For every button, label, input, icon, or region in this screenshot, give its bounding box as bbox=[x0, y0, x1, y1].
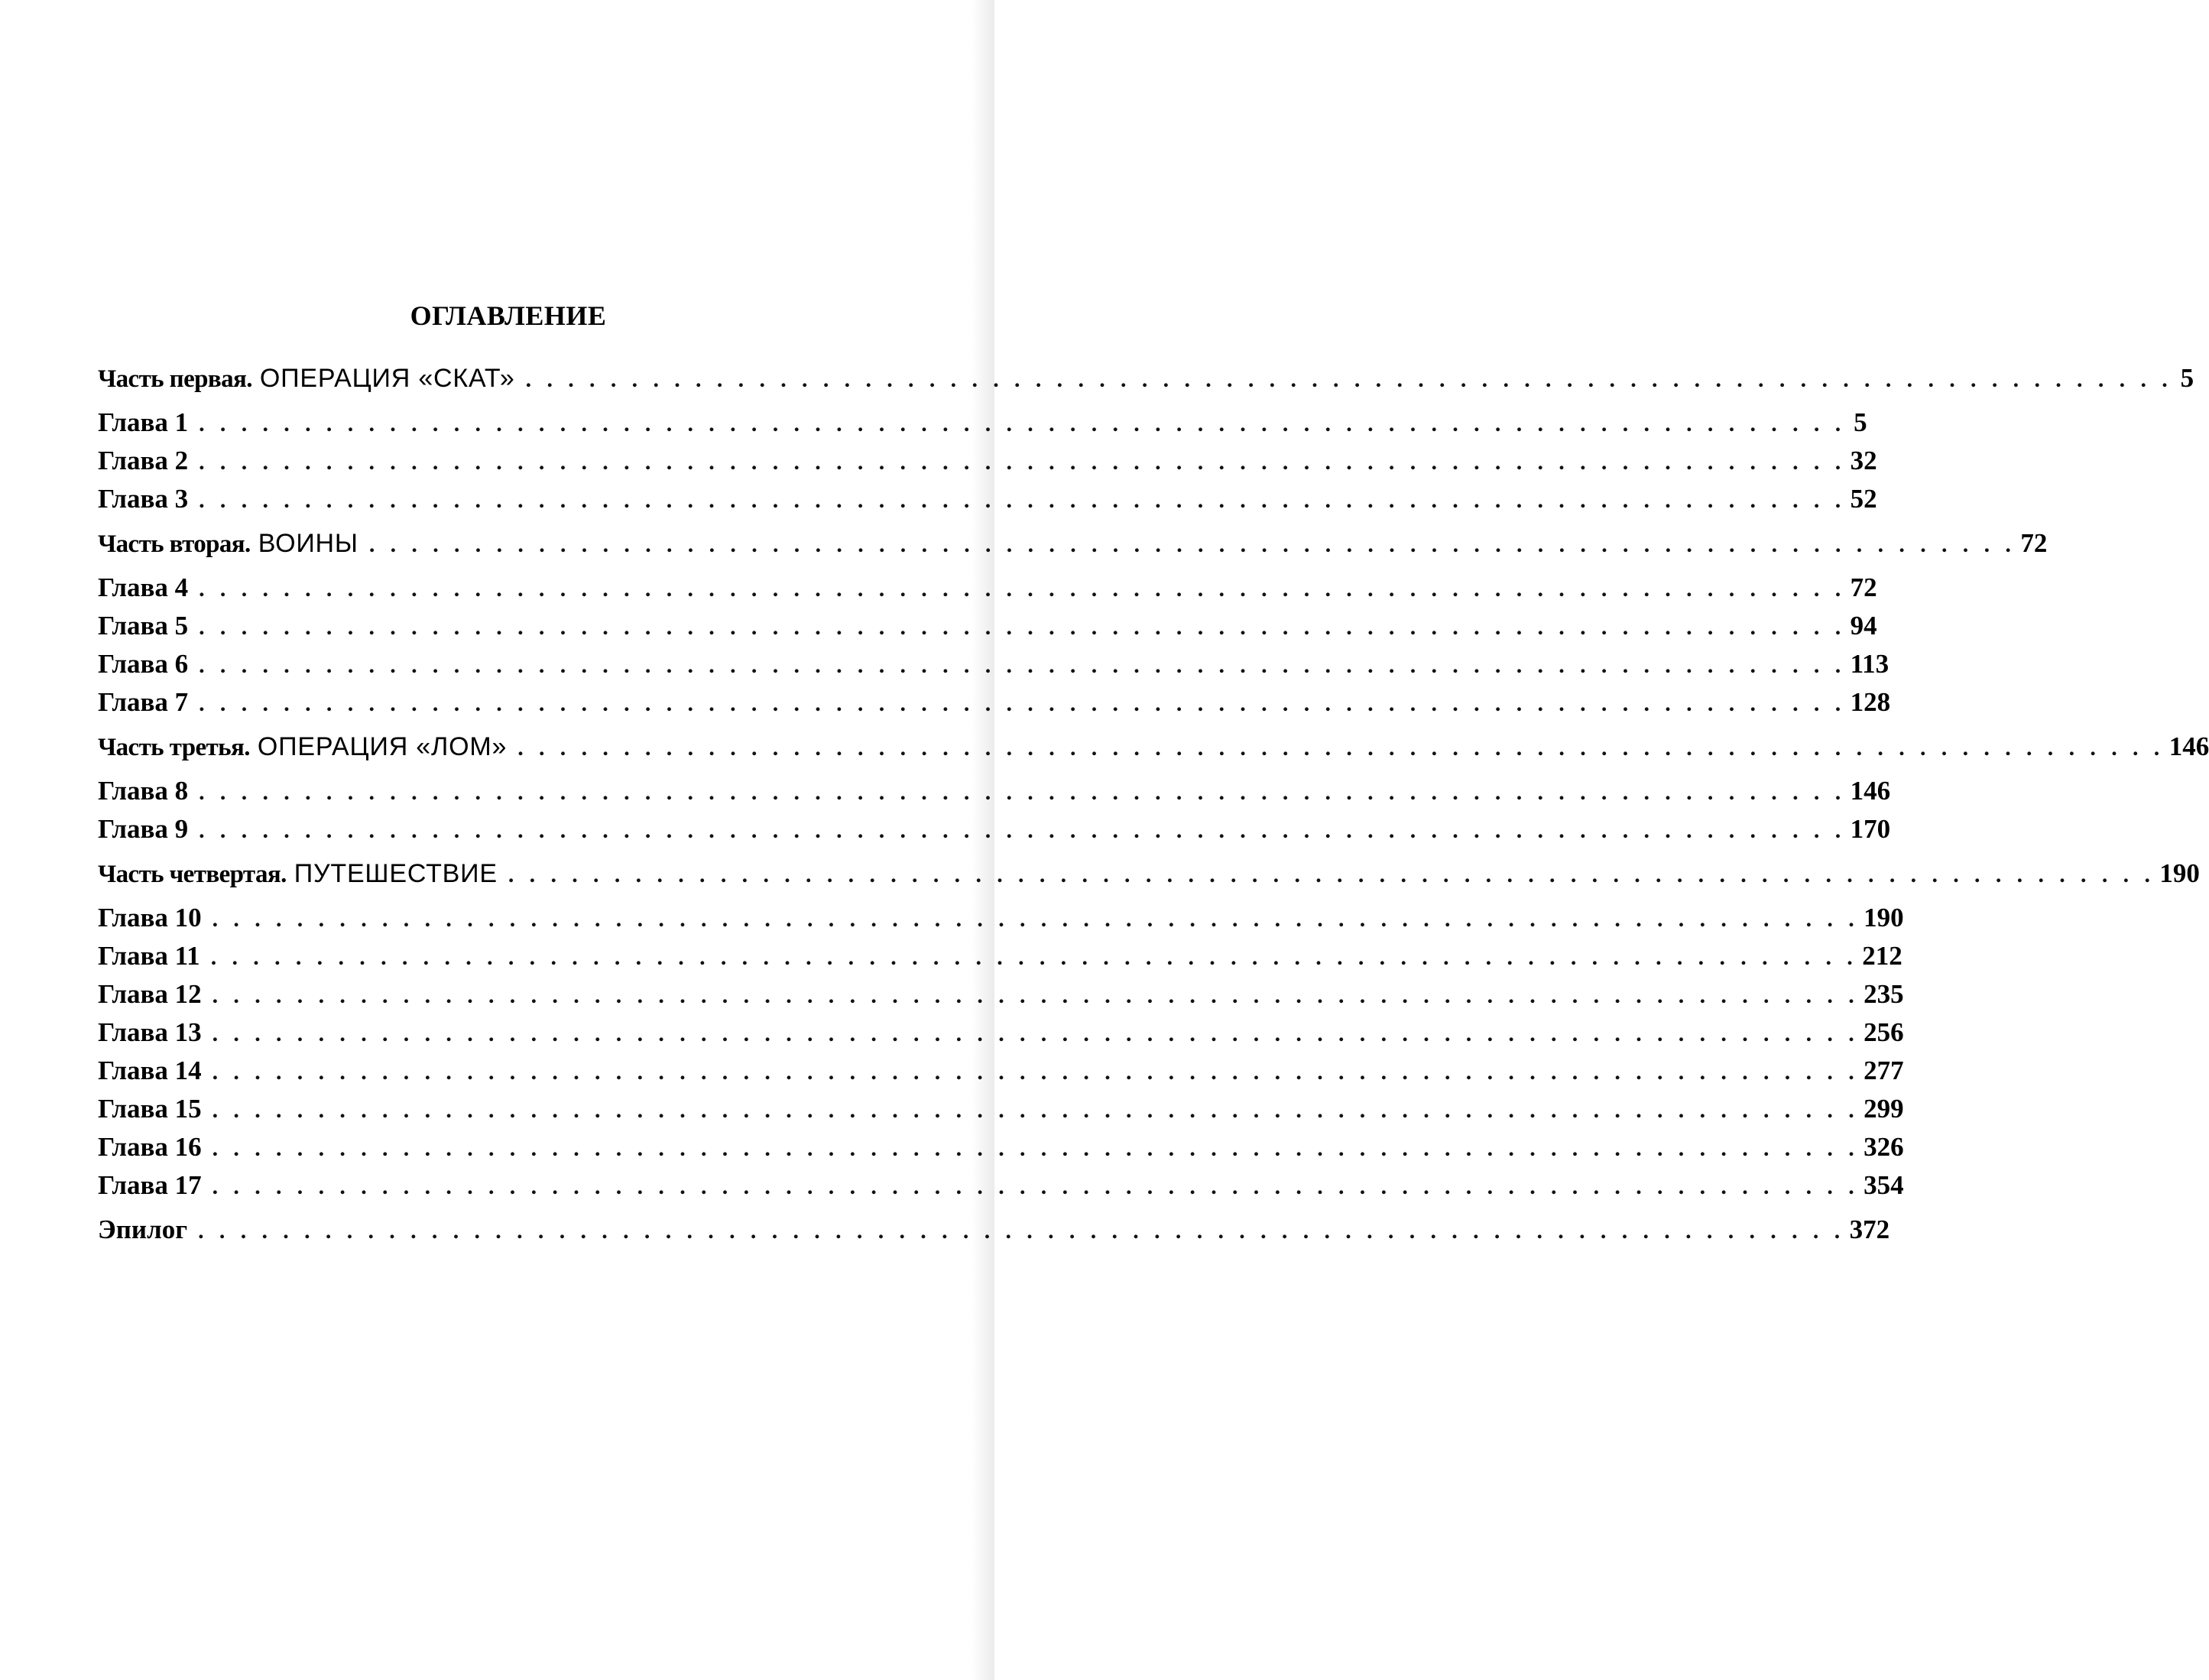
toc-chapter-2[interactable] bbox=[98, 442, 1877, 480]
page-number: 299 bbox=[1864, 1094, 1904, 1124]
toc-chapter-5[interactable] bbox=[98, 607, 1877, 645]
chapter-label: Глава 15 bbox=[98, 1094, 202, 1124]
dot-leader: . . . . . . . . . . . . . . . . . . . . . . . . . . . . . . . . . . . . . . . . . . . . . . . . . . . . . . . . . . . . . . . . . . . . . . . . . . . . . . bbox=[199, 653, 1846, 678]
toc-chapter-11[interactable] bbox=[98, 937, 1902, 975]
dot-leader: . . . . . . . . . . . . . . . . . . . . . . . . . . . . . . . . . . . . . . . . . . . . . . . . . . . . . . . . . . . . . . . . . . . . . . . . . . . . . . bbox=[212, 1174, 1860, 1199]
toc-chapter-10[interactable] bbox=[98, 899, 1904, 937]
dot-leader: . . . . . . . . . . . . . . . . . . . . . . . . . . . . . . . . . . . . . . . . . . . . . . . . . . . . . . . . . . . . . . . . . . . . . . . . . . . . . . bbox=[212, 1136, 1860, 1161]
toc-chapter-17[interactable] bbox=[98, 1166, 1904, 1205]
chapter-label: Глава 8 bbox=[98, 776, 189, 806]
dot-leader: . . . . . . . . . . . . . . . . . . . . . . . . . . . . . . . . . . . . . . . . . . . . . . . . . . . . . . . . . . . . . . . . . . . . . . . . . . . . . . bbox=[199, 691, 1846, 716]
dot-leader: . . . . . . . . . . . . . . . . . . . . . . . . . . . . . . . . . . . . . . . . . . . . . . . . . . . . . . . . . . . . . . . . . . . . . . . . . . . . . . bbox=[212, 906, 1860, 932]
dot-leader: . . . . . . . . . . . . . . . . . . . . . . . . . . . . . . . . . . . . . . . . . . . . . . . . . . . . . . . . . . . . . . . . . . . . . . . . . . . . . . bbox=[508, 862, 2155, 887]
dot-leader: . . . . . . . . . . . . . . . . . . . . . . . . . . . . . . . . . . . . . . . . . . . . . . . . . . . . . . . . . . . . . . . . . . . . . . . . . . . . . . bbox=[210, 945, 1858, 970]
toc-epilogue[interactable] bbox=[98, 1211, 1890, 1249]
page-number: 128 bbox=[1850, 687, 1891, 717]
dot-leader: . . . . . . . . . . . . . . . . . . . . . . . . . . . . . . . . . . . . . . . . . . . . . . . . . . . . . . . . . . . . . . . . . . . . . . . . . . . . . . bbox=[199, 449, 1846, 475]
toc-chapter-12[interactable] bbox=[98, 975, 1904, 1014]
page-title: ОГЛАВЛЕНИЕ bbox=[410, 300, 607, 331]
dot-leader: . . . . . . . . . . . . . . . . . . . . . . . . . . . . . . . . . . . . . . . . . . . . . . . . . . . . . . . . . . . . . . . . . . . . . . . . . . . . . . bbox=[368, 532, 2016, 557]
page-number: 190 bbox=[2159, 858, 2200, 888]
toc-chapter-13[interactable] bbox=[98, 1014, 1904, 1052]
toc-part-4[interactable] bbox=[98, 855, 2200, 899]
dot-leader: . . . . . . . . . . . . . . . . . . . . . . . . . . . . . . . . . . . . . . . . . . . . . . . . . . . . . . . . . . . . . . . . . . . . . . . . . . . . . . bbox=[198, 1218, 1845, 1244]
toc-chapter-4[interactable] bbox=[98, 569, 1877, 607]
chapter-label: Глава 6 bbox=[98, 649, 189, 679]
chapter-label: Глава 5 bbox=[98, 611, 189, 641]
toc-chapter-1[interactable] bbox=[98, 404, 1867, 442]
dot-leader: . . . . . . . . . . . . . . . . . . . . . . . . . . . . . . . . . . . . . . . . . . . . . . . . . . . . . . . . . . . . . . . . . . . . . . . . . . . . . . bbox=[199, 411, 1846, 436]
dot-leader: . . . . . . . . . . . . . . . . . . . . . . . . . . . . . . . . . . . . . . . . . . . . . . . . . . . . . . . . . . . . . . . . . . . . . . . . . . . . . . bbox=[212, 1021, 1860, 1046]
page-number: 256 bbox=[1864, 1017, 1904, 1047]
toc-chapter-7[interactable] bbox=[98, 683, 1891, 722]
page-number: 326 bbox=[1864, 1132, 1904, 1162]
dot-leader: . . . . . . . . . . . . . . . . . . . . . . . . . . . . . . . . . . . . . . . . . . . . . . . . . . . . . . . . . . . . . . . . . . . . . . . . . . . . . . bbox=[212, 983, 1860, 1008]
dot-leader: . . . . . . . . . . . . . . . . . . . . . . . . . . . . . . . . . . . . . . . . . . . . . . . . . . . . . . . . . . . . . . . . . . . . . . . . . . . . . . bbox=[199, 818, 1846, 843]
chapter-label: Глава 9 bbox=[98, 814, 189, 844]
table-of-contents bbox=[98, 359, 2209, 1249]
chapter-label: Глава 12 bbox=[98, 979, 202, 1009]
toc-part-3[interactable] bbox=[98, 728, 2209, 772]
chapter-label: Глава 4 bbox=[98, 572, 189, 602]
page-number: 94 bbox=[1850, 611, 1877, 641]
page-number: 212 bbox=[1862, 941, 1902, 971]
dot-leader: . . . . . . . . . . . . . . . . . . . . . . . . . . . . . . . . . . . . . . . . . . . . . . . . . . . . . . . . . . . . . . . . . . . . . . . . . . . . . . bbox=[212, 1098, 1860, 1123]
toc-chapter-6[interactable] bbox=[98, 645, 1889, 683]
dot-leader: . . . . . . . . . . . . . . . . . . . . . . . . . . . . . . . . . . . . . . . . . . . . . . . . . . . . . . . . . . . . . . . . . . . . . . . . . . . . . . bbox=[525, 367, 2173, 392]
page-number: 5 bbox=[1854, 407, 1867, 437]
toc-chapter-8[interactable] bbox=[98, 772, 1891, 810]
dot-leader: . . . . . . . . . . . . . . . . . . . . . . . . . . . . . . . . . . . . . . . . . . . . . . . . . . . . . . . . . . . . . . . . . . . . . . . . . . . . . . bbox=[517, 735, 2165, 761]
toc-chapter-15[interactable] bbox=[98, 1090, 1904, 1128]
part-title: ОПЕРАЦИЯ «ЛОМ» bbox=[257, 732, 508, 761]
part-label: Часть четвертая. bbox=[98, 861, 287, 888]
page-number: 113 bbox=[1850, 649, 1889, 679]
dot-leader: . . . . . . . . . . . . . . . . . . . . . . . . . . . . . . . . . . . . . . . . . . . . . . . . . . . . . . . . . . . . . . . . . . . . . . . . . . . . . . bbox=[212, 1059, 1860, 1085]
chapter-label: Глава 10 bbox=[98, 903, 202, 932]
part-label: Часть вторая. bbox=[98, 530, 251, 558]
part-title: ОПЕРАЦИЯ «СКАТ» bbox=[259, 364, 515, 393]
part-label: Часть первая. bbox=[98, 365, 252, 393]
chapter-label: Глава 14 bbox=[98, 1056, 202, 1085]
part-title: ПУТЕШЕСТВИЕ bbox=[294, 859, 498, 888]
chapter-label: Глава 16 bbox=[98, 1132, 202, 1162]
chapter-label: Глава 11 bbox=[98, 941, 200, 971]
page-number: 190 bbox=[1864, 903, 1904, 932]
toc-part-2[interactable] bbox=[98, 524, 2048, 569]
epilogue-label: Эпилог bbox=[98, 1215, 188, 1244]
page-number: 372 bbox=[1849, 1215, 1890, 1244]
page-number: 277 bbox=[1864, 1056, 1904, 1085]
page-number: 5 bbox=[2180, 363, 2194, 393]
toc-chapter-3[interactable] bbox=[98, 480, 1877, 518]
chapter-label: Глава 2 bbox=[98, 446, 189, 475]
page-number: 52 bbox=[1850, 484, 1877, 514]
dot-leader: . . . . . . . . . . . . . . . . . . . . . . . . . . . . . . . . . . . . . . . . . . . . . . . . . . . . . . . . . . . . . . . . . . . . . . . . . . . . . . bbox=[199, 615, 1846, 640]
chapter-label: Глава 3 bbox=[98, 484, 189, 514]
page-number: 72 bbox=[2020, 528, 2048, 558]
page-number: 146 bbox=[1850, 776, 1891, 806]
page-number: 170 bbox=[1850, 814, 1891, 844]
dot-leader: . . . . . . . . . . . . . . . . . . . . . . . . . . . . . . . . . . . . . . . . . . . . . . . . . . . . . . . . . . . . . . . . . . . . . . . . . . . . . . bbox=[199, 488, 1846, 513]
page-number: 32 bbox=[1850, 446, 1877, 475]
page-number: 146 bbox=[2168, 731, 2209, 761]
toc-part-1[interactable] bbox=[98, 359, 2194, 404]
part-title: ВОИНЫ bbox=[258, 529, 358, 558]
chapter-label: Глава 17 bbox=[98, 1170, 202, 1200]
page-number: 72 bbox=[1850, 572, 1877, 602]
page-number: 235 bbox=[1864, 979, 1904, 1009]
dot-leader: . . . . . . . . . . . . . . . . . . . . . . . . . . . . . . . . . . . . . . . . . . . . . . . . . . . . . . . . . . . . . . . . . . . . . . . . . . . . . . bbox=[199, 780, 1846, 805]
toc-chapter-9[interactable] bbox=[98, 810, 1891, 848]
page-number: 354 bbox=[1864, 1170, 1904, 1200]
toc-chapter-16[interactable] bbox=[98, 1128, 1904, 1166]
toc-chapter-14[interactable] bbox=[98, 1052, 1904, 1090]
chapter-label: Глава 13 bbox=[98, 1017, 202, 1047]
part-label: Часть третья. bbox=[98, 734, 250, 761]
dot-leader: . . . . . . . . . . . . . . . . . . . . . . . . . . . . . . . . . . . . . . . . . . . . . . . . . . . . . . . . . . . . . . . . . . . . . . . . . . . . . . bbox=[199, 576, 1846, 602]
chapter-label: Глава 7 bbox=[98, 687, 189, 717]
chapter-label: Глава 1 bbox=[98, 407, 189, 437]
